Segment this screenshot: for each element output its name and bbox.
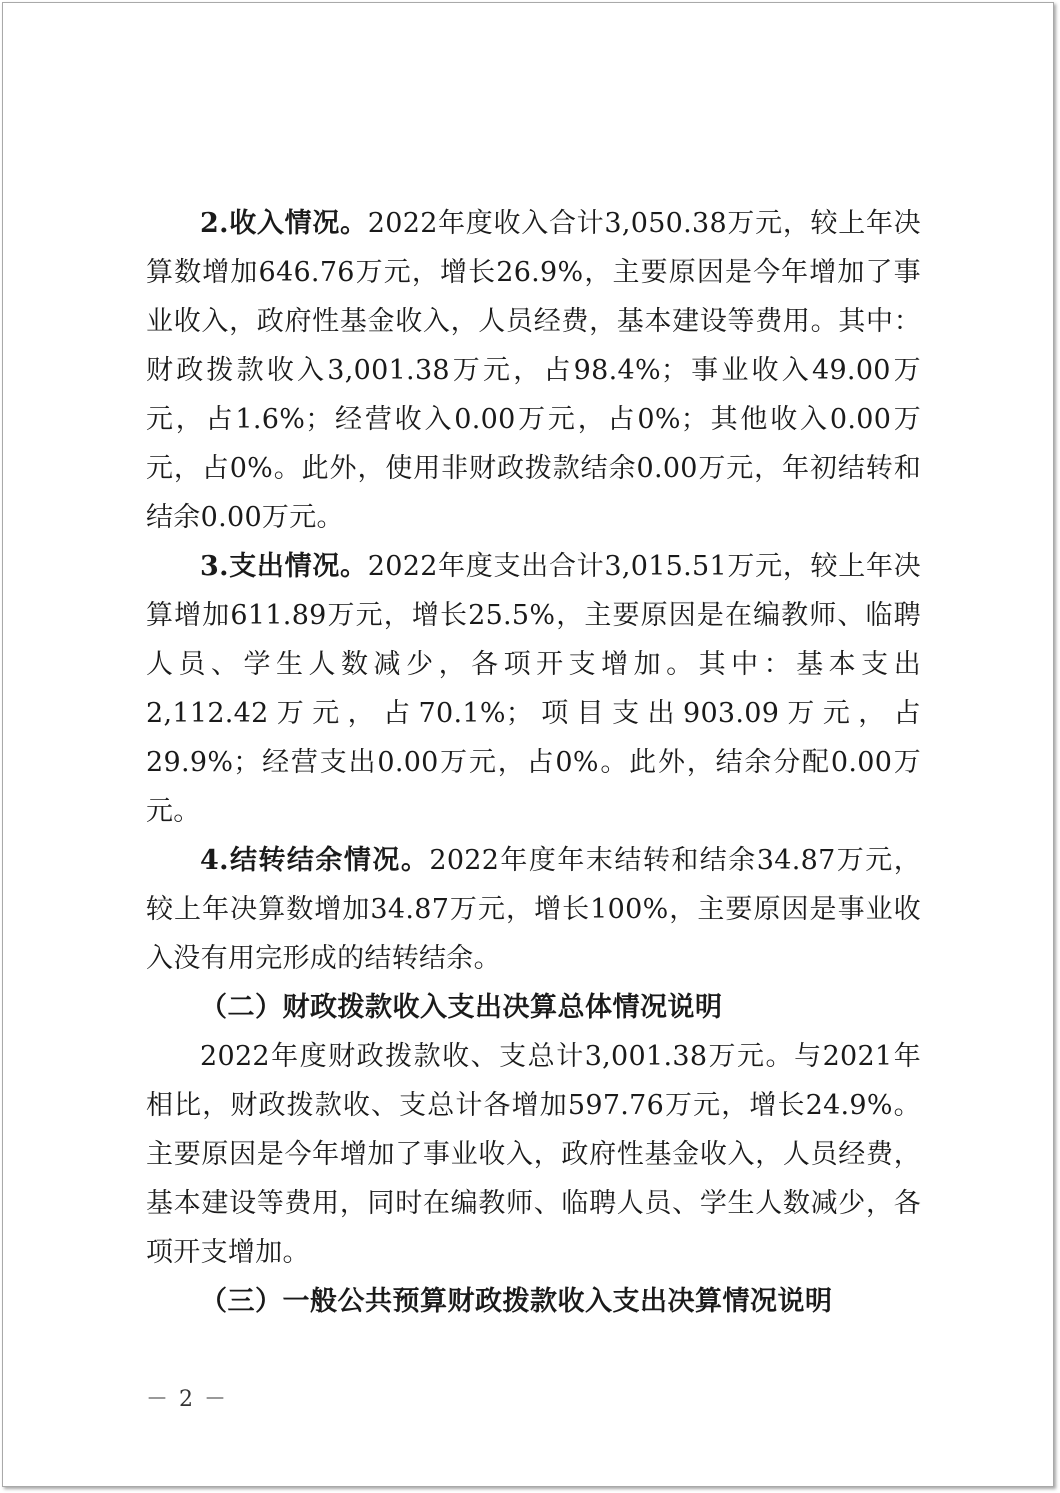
section-3-heading: （三）一般公共预算财政拨款收入支出决算情况说明 [200,1286,833,1317]
carryover-body: 2022年度年末结转和结余34.87万元，较上年决算数增加34.87万元，增长100%，主要原因是事业收入没有用完形成的结转结余。 [146,845,922,974]
expense-lead: 3.支出情况。 [200,551,368,582]
section-2-body: 2022年度财政拨款收、支总计3,001.38万元。与2021年相比，财政拨款收、支总计各增加597.76万元，增长24.9%。主要原因是今年增加了事业收入，政府性基金收入，人员经费，基本建设等费用，同时在编教师、临聘人员、学生人数减少，各项开支增加。 [146,1041,921,1268]
income-lead: 2.收入情况。 [200,208,368,239]
document-body [146,199,921,1326]
income-body: 2022年度收入合计3,050.38万元，较上年决算数增加646.76万元，增长26.9%，主要原因是今年增加了事业收入，政府性基金收入，人员经费，基本建设等费用。其中：财政拨款收入3,001.38万元，占98.4%；事业收入49.00万元，占1.6%；经营收入0.00万元，占0%；其他收入0.00万元，占0%。此外，使用非财政拨款结余0.00万元，年初结转和结余0.00万元。 [146,208,921,533]
document-page [2,2,1054,1487]
expense-body: 2022年度支出合计3,015.51万元，较上年决算增加611.89万元，增长25.5%，主要原因是在编教师、临聘人员、学生人数减少，各项开支增加。其中：基本支出2,112.42万元，占70.1%；项目支出903.09万元，占29.9%；经营支出0.00万元，占0%。此外，结余分配0.00万元。 [146,551,921,827]
carryover-paragraph [146,836,921,983]
expense-paragraph [146,542,921,836]
section-2-heading: （二）财政拨款收入支出决算总体情况说明 [200,992,723,1023]
income-paragraph [146,199,921,542]
carryover-lead: 4.结转结余情况。 [200,845,430,876]
page-number: － 2 － [146,1387,228,1412]
